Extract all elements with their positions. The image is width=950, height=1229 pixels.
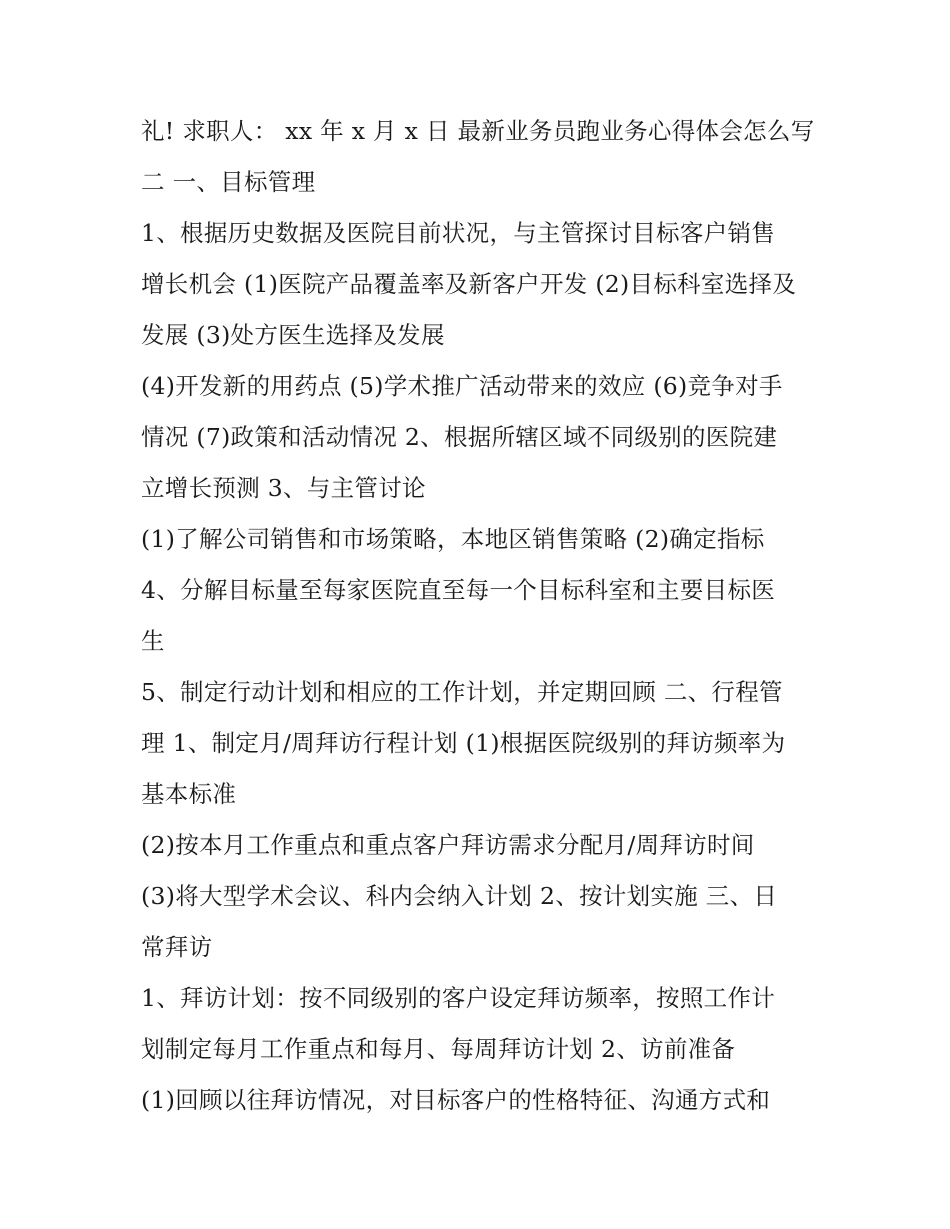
text-line: (1)回顾以往拜访情况，对目标客户的性格特征、沟通方式和 xyxy=(141,1086,771,1114)
text-line: 基本标准 xyxy=(141,780,237,808)
text-line: 理 1、制定月/周拜访行程计划 (1)根据医院级别的拜访频率为 xyxy=(141,729,786,757)
text-line: 生 xyxy=(141,627,165,655)
text-line: 1、拜访计划：按不同级别的客户设定拜访频率，按照工作计 xyxy=(141,984,776,1012)
text-line: 礼! 求职人： xx 年 x 月 x 日 最新业务员跑业务心得体会怎么写 xyxy=(141,117,815,145)
text-line: 发展 (3)处方医生选择及发展 xyxy=(141,321,445,349)
text-line: 增长机会 (1)医院产品覆盖率及新客户开发 (2)目标科室选择及 xyxy=(141,270,797,298)
text-line: 情况 (7)政策和活动情况 2、根据所辖区域不同级别的医院建 xyxy=(141,423,778,451)
text-line: (3)将大型学术会议、科内会纳入计划 2、按计划实施 三、日 xyxy=(141,882,778,910)
text-line: (1)了解公司销售和市场策略，本地区销售策略 (2)确定指标 xyxy=(141,525,765,553)
document-body xyxy=(141,106,821,1126)
text-line: 二 一、目标管理 xyxy=(141,168,316,196)
text-line: 立增长预测 3、与主管讨论 xyxy=(141,474,426,502)
text-line: (2)按本月工作重点和重点客户拜访需求分配月/周拜访时间 xyxy=(141,831,755,859)
text-line: 4、分解目标量至每家医院直至每一个目标科室和主要目标医 xyxy=(141,576,776,604)
text-line: 常拜访 xyxy=(141,933,213,961)
text-line: 划制定每月工作重点和每月、每周拜访计划 2、访前准备 xyxy=(141,1035,736,1063)
text-line: 1、根据历史数据及医院目前状况，与主管探讨目标客户销售 xyxy=(141,219,776,247)
text-line: 5、制定行动计划和相应的工作计划，并定期回顾 二、行程管 xyxy=(141,678,783,706)
text-line: (4)开发新的用药点 (5)学术推广活动带来的效应 (6)竞争对手 xyxy=(141,372,783,400)
